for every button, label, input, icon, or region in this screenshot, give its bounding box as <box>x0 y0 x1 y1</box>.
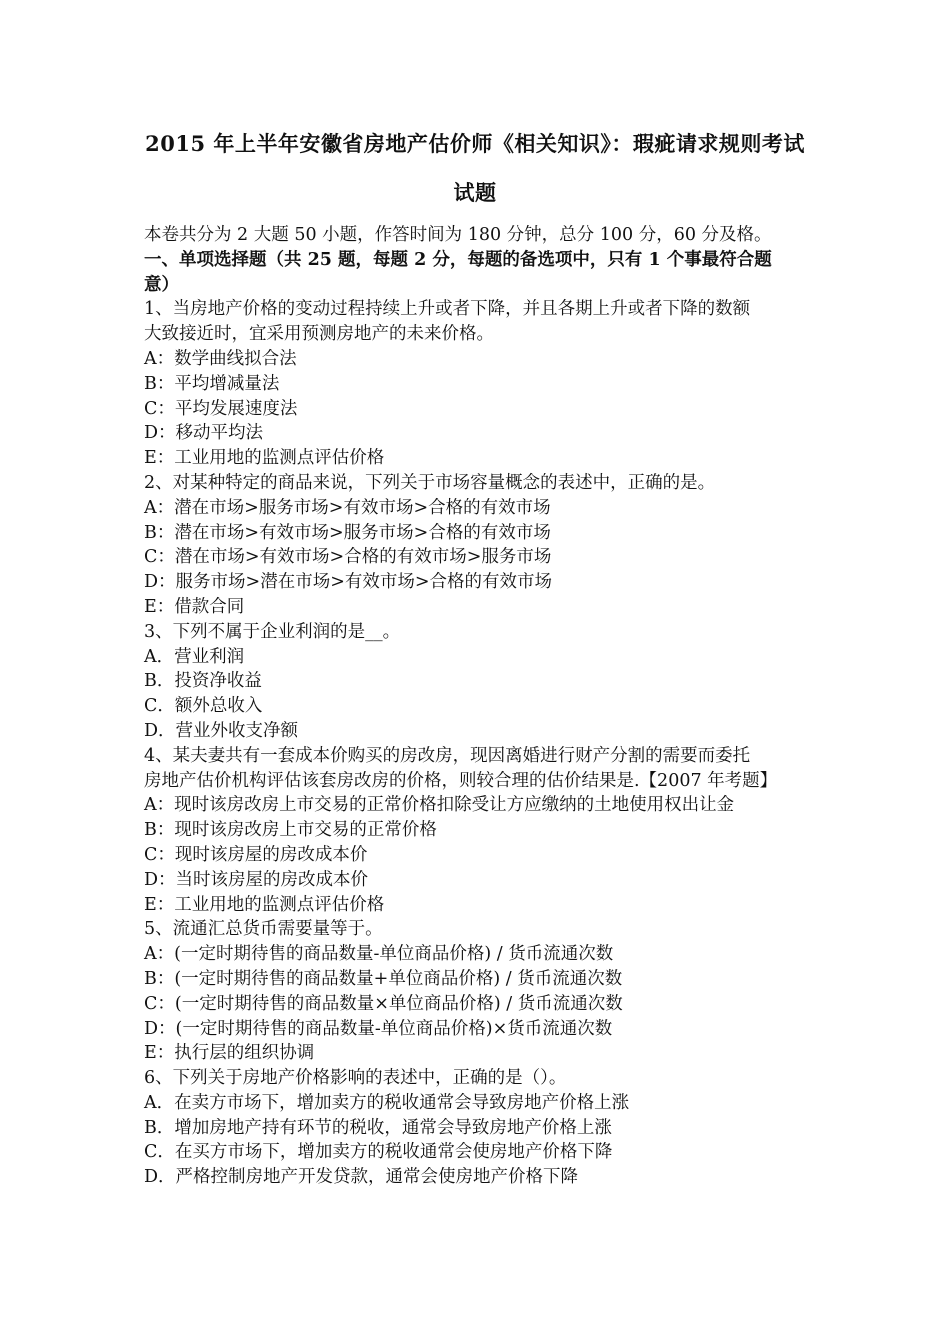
question-2-option-d: D：服务市场>潜在市场>有效市场>合格的有效市场 <box>144 572 553 593</box>
question-5-option-d: D：(一定时期待售的商品数量-单位商品价格)×货币流通次数 <box>144 1018 613 1039</box>
question-1-option-c: C：平均发展速度法 <box>144 398 298 419</box>
question-4-option-d: D：当时该房屋的房改成本价 <box>144 869 369 890</box>
question-6-option-b: B．增加房地产持有环节的税收，通常会导致房地产价格上涨 <box>144 1117 612 1138</box>
question-4-option-b: B：现时该房改房上市交易的正常价格 <box>144 820 437 841</box>
section-heading-continued: 意） <box>144 274 179 295</box>
question-5-option-a: A：(一定时期待售的商品数量-单位商品价格) / 货币流通次数 <box>144 944 614 965</box>
question-2-option-c: C：潜在市场>有效市场>合格的有效市场>服务市场 <box>144 547 552 568</box>
intro-text: 本卷共分为 2 大题 50 小题，作答时间为 180 分钟，总分 100 分，60 分及格。 <box>144 225 772 245</box>
question-5-option-c: C：(一定时期待售的商品数量×单位商品价格) / 货币流通次数 <box>144 993 623 1014</box>
question-2-option-e: E：借款合同 <box>144 596 245 617</box>
question-3-option-b: B．投资净收益 <box>144 671 262 692</box>
question-1-option-e: E：工业用地的监测点评估价格 <box>144 448 385 469</box>
question-2-option-a: A：潜在市场>服务市场>有效市场>合格的有效市场 <box>144 497 551 518</box>
question-4-stem: 4、某夫妻共有一套成本价购买的房改房，现因离婚进行财产分割的需要而委托 <box>144 745 751 766</box>
question-3-option-c: C．额外总收入 <box>144 696 263 717</box>
question-5-stem: 5、流通汇总货币需要量等于。 <box>144 919 383 940</box>
document-title-line-2: 试题 <box>453 180 497 205</box>
document-body <box>144 223 824 1190</box>
question-2-stem: 2、对某种特定的商品来说，下列关于市场容量概念的表述中，正确的是。 <box>144 472 716 493</box>
question-3-option-d: D．营业外收支净额 <box>144 720 299 741</box>
question-1-option-b: B：平均增减量法 <box>144 373 280 394</box>
question-6-option-d: D．严格控制房地产开发贷款，通常会使房地产价格下降 <box>144 1167 579 1188</box>
question-1-option-d: D：移动平均法 <box>144 423 264 444</box>
question-6-option-a: A．在卖方市场下，增加卖方的税收通常会导致房地产价格上涨 <box>144 1092 630 1113</box>
question-4-stem-continued: 房地产估价机构评估该套房改房的价格，则较合理的估价结果是.【2007 年考题】 <box>144 770 778 791</box>
section-heading: 一、单项选择题（共 25 题，每题 2 分，每题的备选项中，只有 1 个事最符合题 <box>144 249 772 270</box>
question-2-option-b: B：潜在市场>有效市场>服务市场>合格的有效市场 <box>144 522 551 543</box>
question-4-option-c: C：现时该房屋的房改成本价 <box>144 844 368 865</box>
question-5-option-b: B：(一定时期待售的商品数量+单位商品价格) / 货币流通次数 <box>144 968 623 989</box>
question-1-stem: 1、当房地产价格的变动过程持续上升或者下降，并且各期上升或者下降的数额 <box>144 299 751 320</box>
question-5-option-e: E：执行层的组织协调 <box>144 1043 315 1064</box>
question-4-option-e: E：工业用地的监测点评估价格 <box>144 894 385 915</box>
document-title-line-1: 2015 年上半年安徽省房地产估价师《相关知识》：瑕疵请求规则考试 <box>145 131 805 156</box>
question-6-stem: 6、下列关于房地产价格影响的表述中，正确的是（）。 <box>144 1068 567 1089</box>
question-3-option-a: A．营业利润 <box>144 646 245 667</box>
question-1-option-a: A：数学曲线拟合法 <box>144 348 297 369</box>
question-3-stem: 3、下列不属于企业利润的是__。 <box>144 621 401 642</box>
question-4-option-a: A：现时该房改房上市交易的正常价格扣除受让方应缴纳的土地使用权出让金 <box>144 795 735 816</box>
question-1-stem-continued: 大致接近时，宜采用预测房地产的未来价格。 <box>144 324 494 345</box>
question-6-option-c: C．在买方市场下，增加卖方的税收通常会使房地产价格下降 <box>144 1142 613 1163</box>
